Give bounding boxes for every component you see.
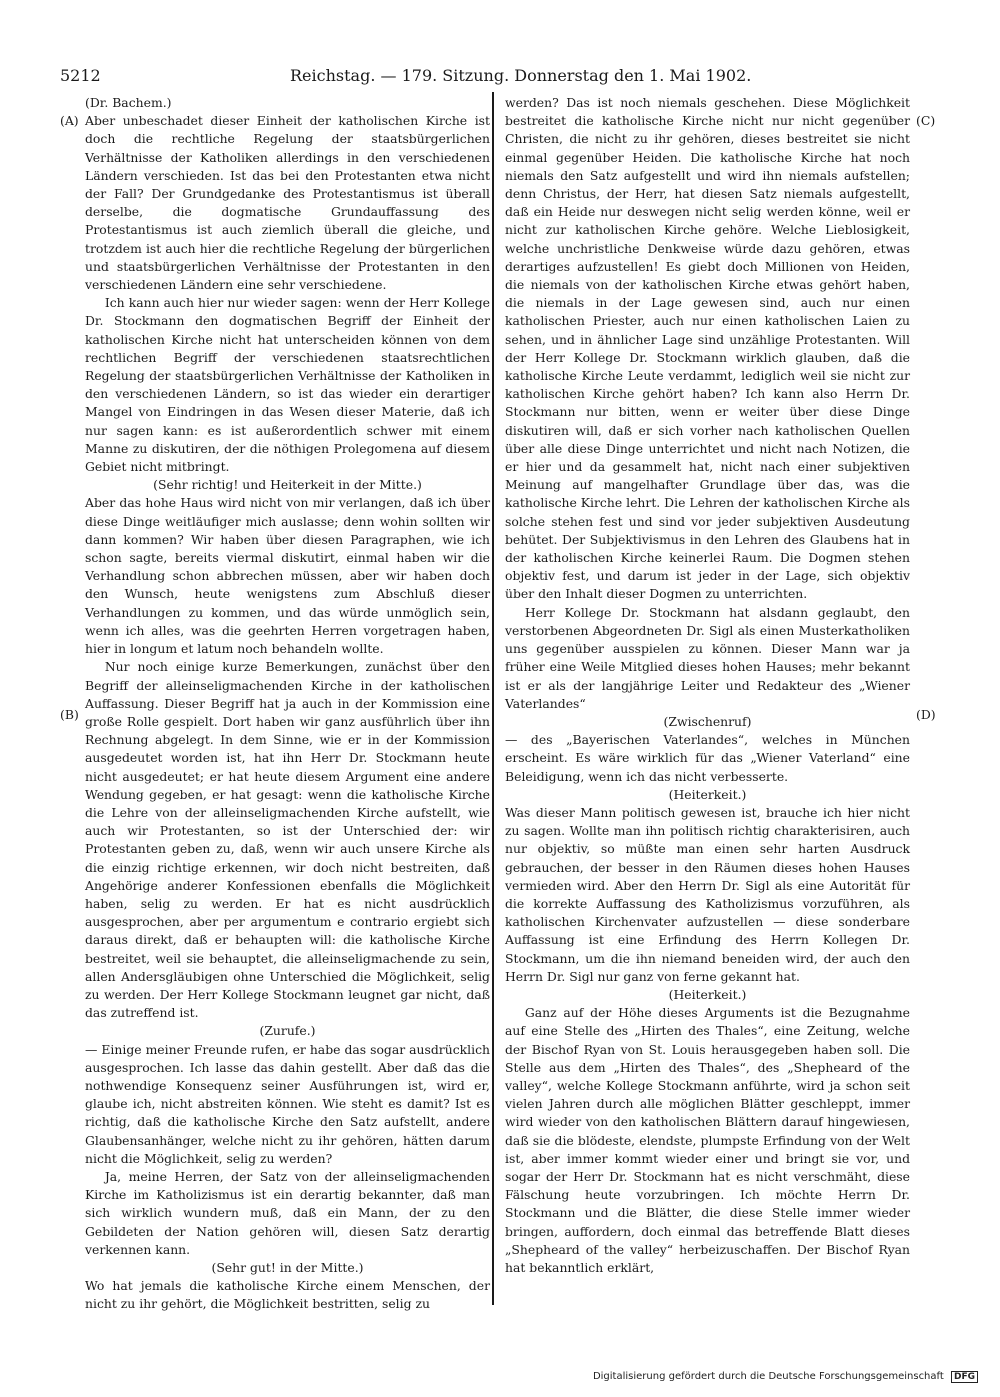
paragraph: Ich kann auch hier nur wieder sagen: wenn der Herr Kollege Dr. Stockmann den dogmatischen Begriff der Einheit der katholischen Kirche nicht hat unterscheiden können von dem rechtlichen Begriff der verschiedenen staatsrechtlichen Regelung der staatsbürgerlichen Verhältnisse der Katholiken in den verschiedenen Ländern, so ist das wieder ein derartiger Mangel von Eindringen in das Wesen dieser Materie, daß ich nur sagen kann: es ist außerordentlich schwer mit einem Manne zu diskutiren, der die nöthigen Prolegomena auf diesem Gebiet nicht mitbringt. (85, 295, 490, 475)
interjection: (Heiterkeit.) (668, 786, 747, 802)
margin-mark-b: (B) (60, 707, 79, 722)
paragraph: Aber unbeschadet dieser Einheit der katholischen Kirche ist doch die rechtliche Regelung der staatsbürgerlichen Verhältnisse der Katholiken allerdings in den verschiedenen Ländern verschieden. Ist das bei den Protestanten etwa nicht der Fall? Der Grundgedanke des Protestantismus ist überall derselbe, die dogmatische Grundauffassung des Protestantismus ist auch ziemlich überall die gleiche, und trotzdem ist auch hier die rechtliche Regelung der bürgerlichen und staatsbürgerlichen Verhältnisse der Protestanten in den verschiedenen Ländern eine sehr verschiedene. (85, 113, 490, 293)
running-title: Reichstag. — 179. Sitzung. Donnerstag den 1. Mai 1902. (290, 66, 752, 85)
margin-mark-a: (A) (60, 113, 79, 128)
paragraph: Was dieser Mann politisch gewesen ist, brauche ich hier nicht zu sagen. Wollte man ihn politisch richtig charakterisiren, auch nur objektiv, so müßte man einen sehr harten Ausdruck gebrauchen, der besser in den Räumen dieses hohen Hauses vermieden wird. Aber den Herrn Dr. Sigl als eine Autorität für die korrekte Auffassung des Katholizismus vorzuführen, als katholischen Kirchenvater aufzustellen — diese sonderbare Auffassung ist eine Erfindung des Herrn Kollegen Dr. Stockmann, um die ihn niemand beneiden wird, der auch den Herrn Dr. Sigl nur ganz von ferne gekannt hat. (505, 804, 910, 984)
paragraph: Wo hat jemals die katholische Kirche einem Menschen, der nicht zu ihr gehört, die Möglichkeit bestritten, selig zu (85, 1278, 490, 1312)
paragraph: — Einige meiner Freunde rufen, er habe das sogar ausdrücklich ausgesprochen. Ich lasse das dahin gestellt. Aber daß das die nothwendige Konsequenz seiner Ausführungen ist, wird er, glaube ich, nicht abstreiten können. Wie steht es damit? Ist es richtig, daß die katholische Kirche den Satz aufstellt, andere Glaubensanhänger, welche nicht zu ihr gehören, hätten darum nicht die Möglichkeit, selig zu werden? (85, 1041, 490, 1166)
paragraph: Nur noch einige kurze Bemerkungen, zunächst über den Begriff der alleinseligmachenden Kirche in der katholischen Auffassung. Dieser Begriff hat ja auch in der Kommission eine große Rolle gespielt. Dort haben wir ganz ausführlich über ihn Rechnung abgelegt. In dem Sinne, wie er in der Kommission ausgedeutet worden ist, hat ihn Herr Dr. Stockmann heute nicht ausgedeutet; er hat heute diesem Argument eine andere Wendung gegeben, er hat gesagt: wenn die katholische Kirche die Lehre von der alleinseligmachenden Kirche aufstellt, wie auch wir Protestanten, so ist der Unterschied der: wir Protestanten geben zu, daß, wenn wir auch unsere Kirche als die einzig richtige erkennen, wir doch nicht bestreiten, daß Angehörige anderer Konfessionen ebenfalls die Möglichkeit haben, selig zu werden. Er hat es nicht ausdrücklich ausgesprochen, aber per argumentum e contrario ergiebt sich daraus direkt, daß er behaupten will: die katholische Kirche bestreitet, weil sie behauptet, die alleinseligmachende zu sein, allen Andersgläubigen ohne Unterschied die Möglichkeit, selig zu werden. Der Herr Kollege Stockmann leugnet gar nicht, daß das zutreffend ist. (85, 659, 490, 1021)
dfg-logo: DFG (951, 1371, 978, 1383)
page-number: 5212 (60, 66, 101, 85)
interjection: (Heiterkeit.) (668, 986, 747, 1002)
left-column (85, 94, 490, 1314)
column-divider (492, 92, 494, 1305)
page-header (60, 66, 940, 90)
paragraph: werden? Das ist noch niemals geschehen. Diese Möglichkeit bestreitet die katholische Kirche nicht nur nicht gegenüber Christen, die nicht zu ihr gehören, dieses bestreitet sie nicht einmal gegenüber Heiden. Die katholische Kirche hat noch niemals den Satz aufgestellt und wird ihn niemals aufstellen; denn Christus, der Herr, hat diesen Satz niemals aufgestellt, daß ein Heide nur deswegen nicht selig werden könne, weil er nicht zur katholischen Kirche gehöre. Welche Lieblosigkeit, welche unchristliche Denkweise würde dazu gehören, etwas derartiges aufzustellen! Es giebt doch Millionen von Heiden, die niemals von der katholischen Kirche etwas gehört haben, die niemals in der Lage gewesen sind, auch nur einen katholischen Priester, auch nur einen katholischen Laien zu sehen, und in ähnlicher Lage sind unzählige Protestanten. Will der Herr Kollege Dr. Stockmann wirklich glauben, daß die katholische Kirche Leute verdammt, lediglich weil sie nicht zur katholischen Kirche gehört haben? Ich kann also Herrn Dr. Stockmann nur bitten, wenn er weiter über diese Dinge diskutiren will, daß er sich vorher nach katholischen Quellen über alle diese Dinge unterrichtet und nicht nach Notizen, die er hier und da gesammelt hat, nicht nach einer subjektiven Meinung auf mangelhafter Grundlage über das, was die katholische Kirche lehrt. Die Lehren der katholischen Kirche als solche stehen fest und sind vor jeder subjektiven Ausdeutung behütet. Der Subjektivismus in den Lehren des Glaubens hat in der katholischen Kirche keinerlei Raum. Die Dogmen stehen objektiv fest, und darum ist jeder in der Lage, sich objektiv über den Inhalt dieser Dogmen zu unterrichten. (505, 95, 911, 602)
interjection: (Sehr gut! in der Mitte.) (211, 1260, 364, 1275)
margin-mark-d: (D) (916, 707, 936, 722)
paragraph: Aber das hohe Haus wird nicht von mir verlangen, daß ich über diese Dinge weitläufiger mich auslasse; denn wohin sollten wir dann kommen? Wir haben über diesen Paragraphen, wie ich schon sagte, bereits viermal diskutirt, einmal haben wir die Verhandlung schon abbrechen müssen, aber wir haben doch den Wunsch, heute wenigstens zum Abschluß dieser Verhandlungen zu kommen, und das würde unmöglich sein, wenn ich alles, was die geehrten Herren vorgetragen haben, hier in longum et latum noch behandeln wollte. (85, 495, 490, 657)
paragraph: (Dr. Bachem.) (85, 95, 172, 110)
paragraph: Ganz auf der Höhe dieses Arguments ist die Bezugnahme auf eine Stelle des „Hirten des Thales“, eine Zeitung, welche der Bischof Ryan von St. Louis herausgegeben haben soll. Die Stelle aus dem „Hirten des Thales“, des „Shepheard of the valley“, welche Kollege Stockmann anführte, wird ja schon seit vielen Jahren durch alle möglichen Blätter geschleppt, immer wird wieder von den katholischen Blättern darauf hingewiesen, daß sie die blödeste, elendste, plumpste Erfindung von der Welt ist, aber immer kommt wieder einer und bringt sie vor, und sogar der Herr Dr. Stockmann hat es nicht verschmäht, diese Fälschung heute vorzubringen. Ich möchte Herrn Dr. Stockmann und die Blätter, die diese Stelle immer wieder bringen, auffordern, doch einmal das betreffende Blatt dieses „Shepheard of the valley“ herbeizuschaffen. Der Bischof Ryan hat bekanntlich erklärt, (505, 1005, 910, 1275)
right-column (505, 94, 910, 1277)
interjection: (Zurufe.) (259, 1023, 316, 1039)
footer-text: Digitalisierung gefördert durch die Deutsche Forschungsgemeinschaft (592, 1371, 944, 1382)
margin-mark-c: (C) (916, 113, 936, 128)
paragraph: Herr Kollege Dr. Stockmann hat alsdann geglaubt, den verstorbenen Abgeordneten Dr. Sigl als einen Musterkatholiken uns gegenüber ausspielen zu können. Dieser Mann war ja früher eine Weile Mitglied dieses hohen Hauses; mehr bekannt ist er als der langjährige Leiter und Redakteur des „Wiener Vaterlandes“ (505, 604, 910, 711)
footer (593, 1371, 978, 1383)
interjection: (Sehr richtig! und Heiterkeit in der Mitte.) (153, 477, 422, 493)
paragraph: Ja, meine Herren, der Satz von der alleinseligmachenden Kirche im Katholizismus ist ein derartig bekannter, daß man sich wirklich wundern muß, daß ein Mann, der zu den Gebildeten der Nation gehören will, diesen Satz derartig verkennen kann. (85, 1168, 490, 1257)
interjection: (Zwischenruf) (663, 713, 752, 729)
paragraph: — des „Bayerischen Vaterlandes“, welches in München erscheint. Es wäre wirklich für das „Wiener Vaterland“ eine Beleidigung, wenn ich das nicht verbesserte. (505, 732, 910, 784)
